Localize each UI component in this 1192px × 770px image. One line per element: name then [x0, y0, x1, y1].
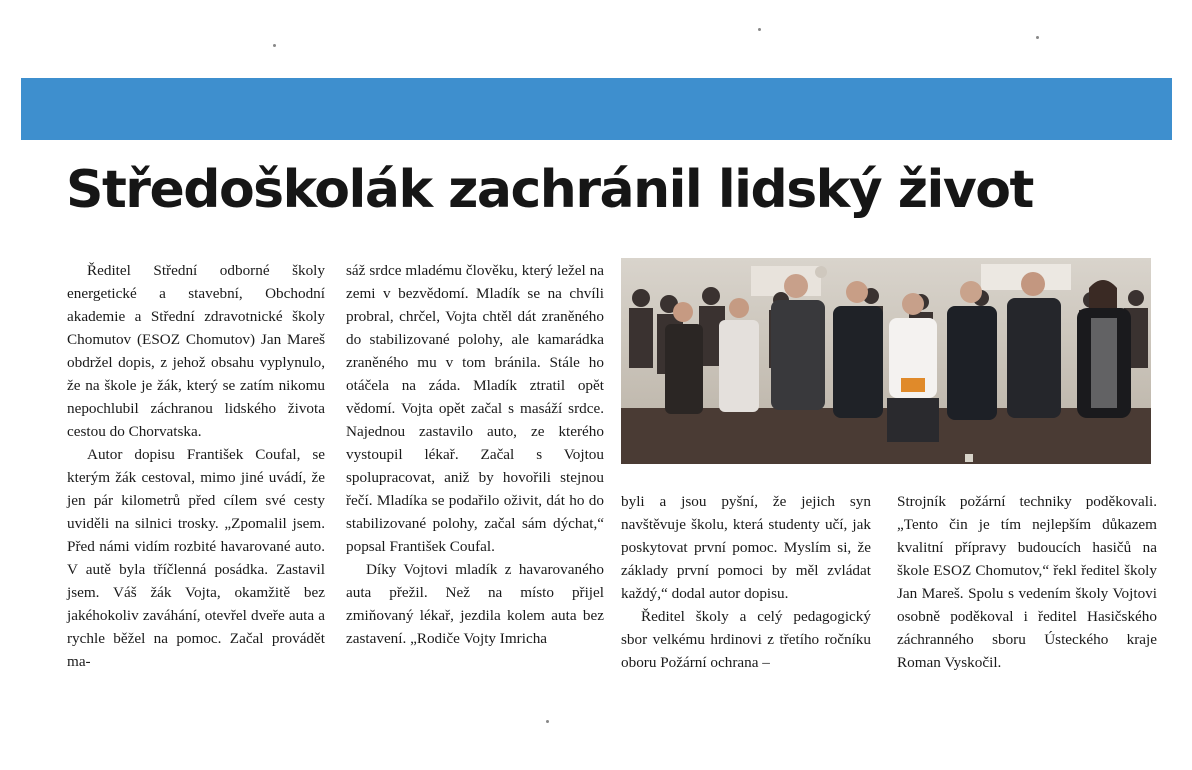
scan-speck: [1036, 36, 1039, 39]
scan-speck: [546, 720, 549, 723]
paragraph: Strojník požární techniky poděkovali. „Tento čin je tím nejlepším důkazem kvalitní přípravy budoucích hasičů na škole ESOZ Chomutov,“ řekl ředitel školy Jan Mareš. Spolu s vedením školy Vojtovi osobně poděkoval i ředitel Hasičského záchranného sboru Ústeckého kraje Roman Vyskočil.: [897, 493, 1157, 671]
paragraph: Díky Vojtovi mladík z havarovaného auta přežil. Než na místo přijel zmiňovaný lékař, jezdila kolem auta bez zastavení. „Rodiče Vojty Imricha: [346, 561, 604, 647]
article-headline: Středoškolák zachránil lidský život: [66, 160, 1033, 220]
paragraph: byli a jsou pyšní, že jejich syn navštěvuje školu, která studenty učí, jak poskytovat první pomoc. Myslím si, že základy první pomoci by měl zvládat každý,“ dodal autor dopisu.: [621, 493, 871, 602]
article-column-2: [346, 259, 604, 650]
paragraph: Ředitel školy a celý pedagogický sbor velkému hrdinovi z třetího ročníku oboru Požární ochrana –: [621, 608, 871, 671]
article-column-4: [897, 490, 1157, 674]
paragraph: Ředitel Střední odborné školy energetické a stavební, Obchodní akademie a Střední zdravotnické školy Chomutov (ESOZ Chomutov) Jan Mareš obdržel dopis, z jehož obsahu vyplynulo, že na škole je žák, který se zatím nikomu nepochlubil záchranou lidského života cestou do Chorvatska.: [67, 262, 325, 440]
group-photo: [621, 258, 1151, 464]
scan-speck: [758, 28, 761, 31]
header-color-bar: [21, 78, 1172, 140]
paragraph: sáž srdce mladému člověku, který ležel na zemi v bezvědomí. Mladík se na chvíli probral, chrčel, Vojta chtěl dát zraněného do stabilizované polohy, ale kamarádka zraněného mu v tom bránila. Stále ho otáčela na záda. Mladík ztratil opět vědomí. Vojta opět začal s masáží srdce. Najednou zastavilo auto, ze kterého vystoupil lékař. Začal s Vojtou spolupracovat, aniž by hovořili stejnou řečí. Mladíka se podařilo oživit, dát ho do stabilizované polohy, začal sám dýchat,“ popsal František Coufal.: [346, 262, 604, 555]
group-photo-illustration: [621, 258, 1151, 464]
article-column-3: [621, 490, 871, 674]
paragraph: Autor dopisu František Coufal, se kterým žák cestoval, mimo jiné uvádí, že jen pár kilometrů před cílem své cesty uviděli na silnici trosky. „Zpomalil jsem. Před námi vidím rozbité havarované auto. V autě byla tříčlenná posádka. Zastavil jsem. Váš žák Vojta, okamžitě bez jakéhokoliv zaváhání, otevřel dveře auta a rychle běžel na pomoc. Začal provádět ma-: [67, 446, 325, 670]
scan-speck: [273, 44, 276, 47]
article-column-1: [67, 259, 325, 673]
